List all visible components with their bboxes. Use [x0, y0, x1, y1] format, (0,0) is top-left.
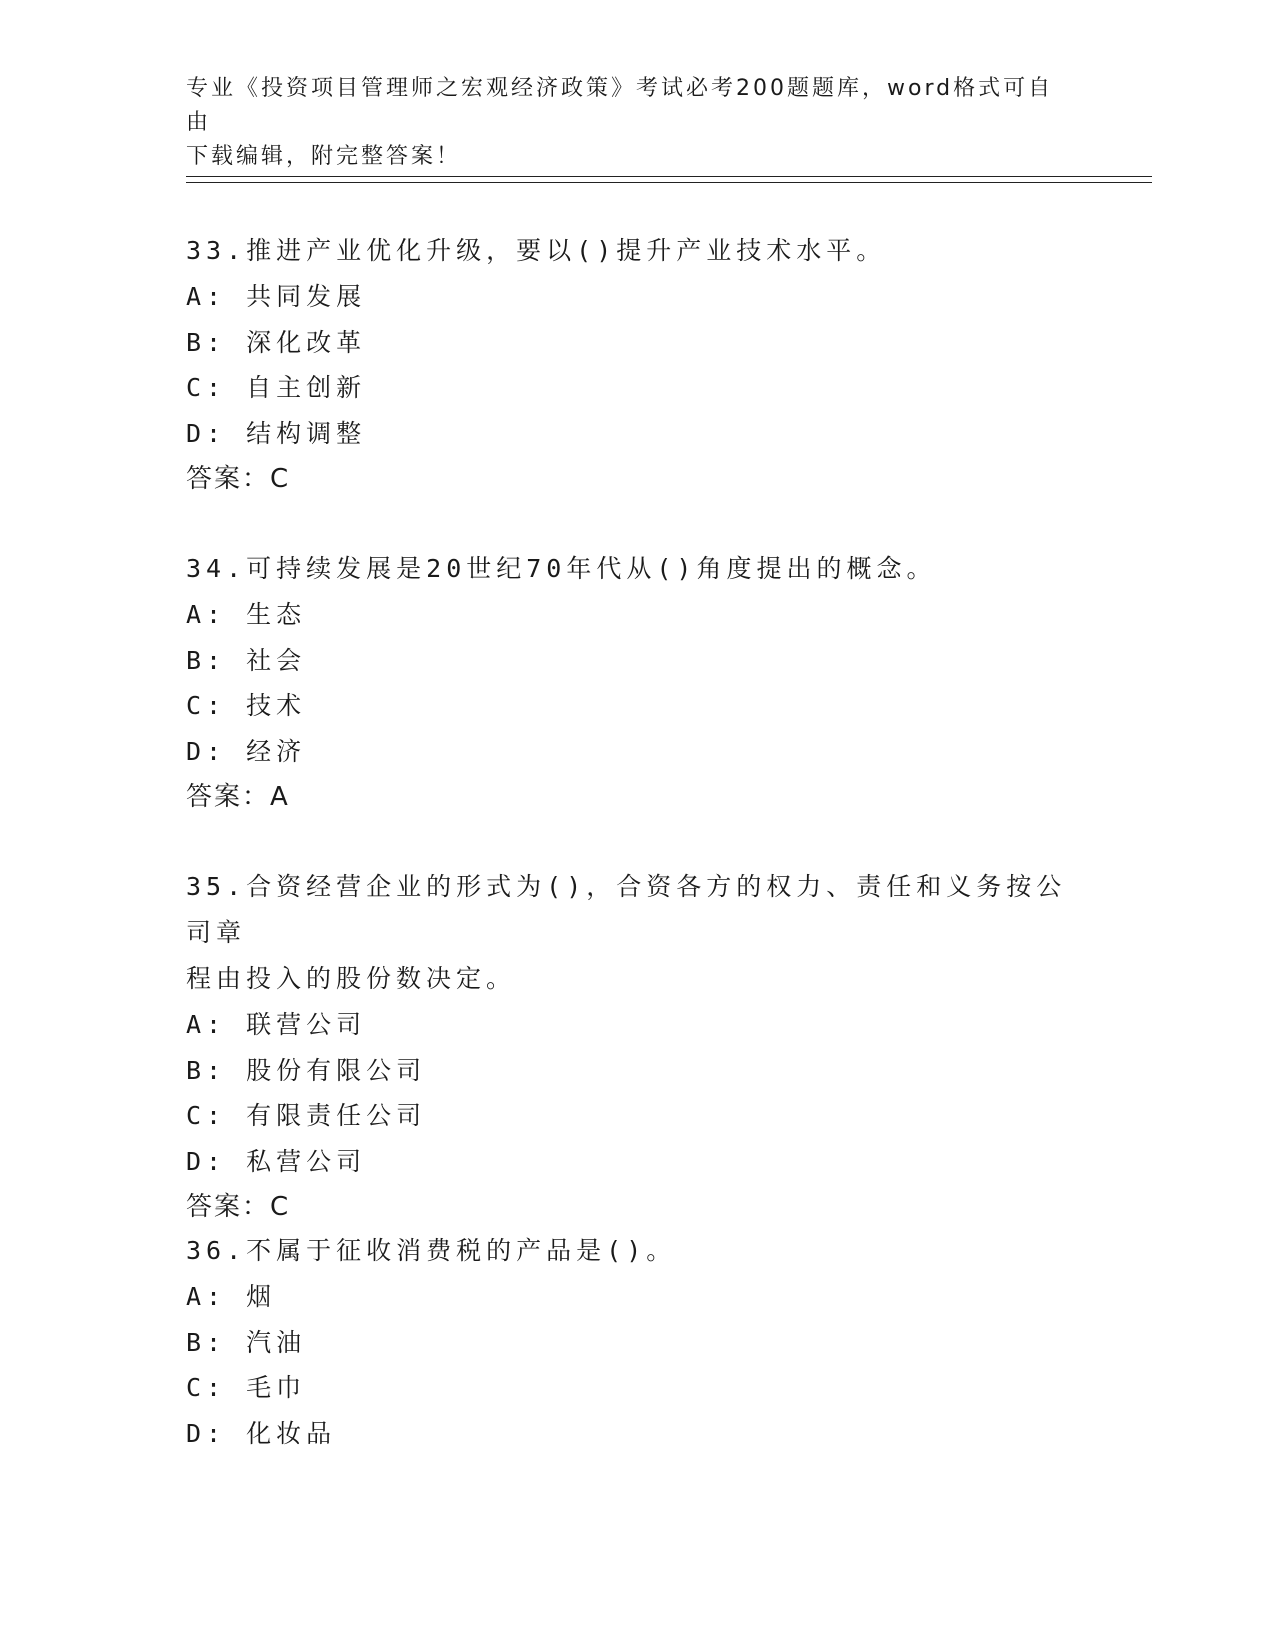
option-c: C: 毛巾 [186, 1373, 307, 1402]
question-stem: 35.合资经营企业的形式为()，合资各方的权力、责任和义务按公司章 [186, 872, 1067, 947]
question-stem: 36.不属于征收消费税的产品是()。 [186, 1236, 677, 1265]
option-a: A: 生态 [186, 600, 307, 629]
option-d: D: 结构调整 [186, 418, 367, 448]
answer: 答案：C [186, 464, 291, 494]
question-34 [186, 546, 1086, 820]
answer: 答案：C [186, 1192, 291, 1222]
header-line-1: 专业《投资项目管理师之宏观经济政策》考试必考200题题库，word格式可自由 [186, 76, 1054, 135]
option-c: C: 技术 [186, 691, 307, 720]
question-35 [186, 864, 1086, 1230]
option-b: B: 汽油 [186, 1327, 307, 1357]
option-b: B: 深化改革 [186, 327, 367, 357]
question-stem: 34.可持续发展是20世纪70年代从()角度提出的概念。 [186, 554, 937, 583]
answer: 答案：A [186, 782, 290, 812]
option-c: C: 有限责任公司 [186, 1101, 427, 1130]
header-divider-top [186, 176, 1152, 177]
question-36 [186, 1228, 1086, 1456]
option-a: A: 共同发展 [186, 282, 367, 311]
question-stem: 33.推进产业优化升级，要以()提升产业技术水平。 [186, 236, 887, 265]
option-a: A: 烟 [186, 1282, 277, 1311]
question-stem-continued: 程由投入的股份数决定。 [186, 964, 517, 993]
option-d: D: 经济 [186, 736, 307, 766]
header-line-2: 下载编辑，附完整答案！ [186, 144, 462, 169]
option-d: D: 私营公司 [186, 1146, 367, 1176]
document-header [186, 72, 1066, 174]
header-divider-bottom [186, 182, 1152, 183]
option-d: D: 化妆品 [186, 1418, 337, 1448]
option-b: B: 股份有限公司 [186, 1055, 427, 1085]
question-33 [186, 228, 1086, 502]
option-a: A: 联营公司 [186, 1010, 367, 1039]
option-c: C: 自主创新 [186, 373, 367, 402]
option-b: B: 社会 [186, 645, 307, 675]
